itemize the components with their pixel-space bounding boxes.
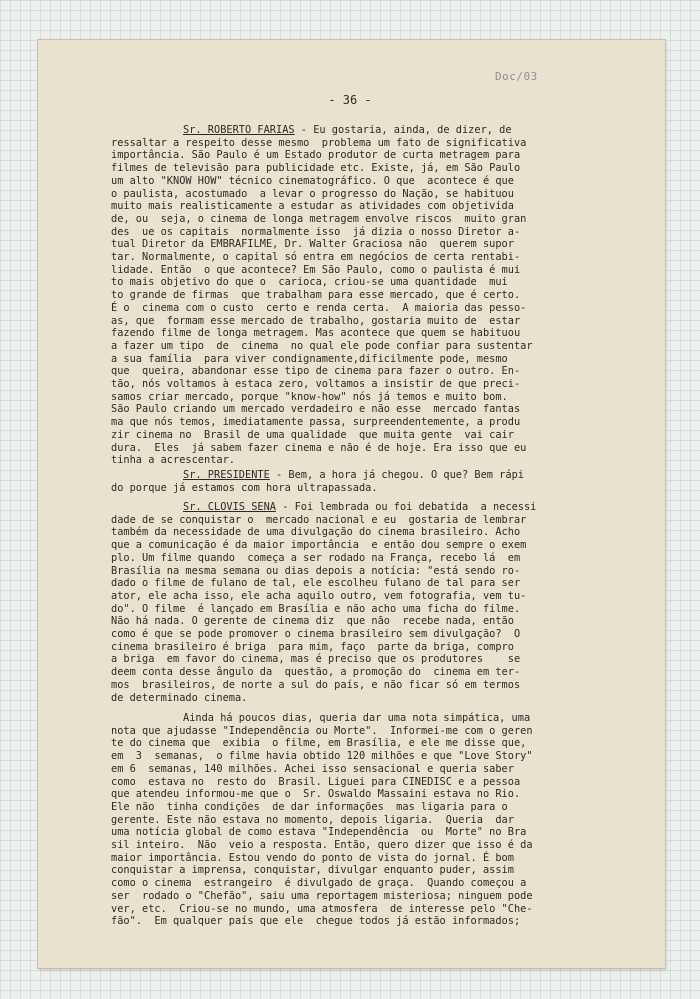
document-reference: Doc/03 [495, 70, 538, 83]
speaker-name: Sr. CLOVIS SENA [183, 501, 276, 513]
paragraph-body: ressaltar a respeito desse mesmo problema um fato de significativa importância. São Paulo é um Estado produtor de curta metragem para filmes de televisão para publicidade etc. Existe, já, em São Paulo um alto "KNOW HOW" técnico cinematográfico. O que acontece é que o paulista, acostumado a levar o progresso do Nação, se habituou muito mais realisticamente a estudar as atividades com objetivida de, ou seja, o cinema de longa metragem envolve riscos muito gran des ue os capitais normalmente isso já dizia o nosso Diretor a- tual Diretor da EMBRAFILME, Dr. Walter Graciosa não querem supor tar. Normalmente, o capital só entra em negócios de certa rentabi- lidade. Então o que acontece? Em São Paulo, como o paulista é mui to mais objetivo do que o carioca, criou-se uma quantidade mui to grande de firmas que trabalham para esse mercado, que é certo. É o cinema com o custo certo e renda certa. A maioria das pesso- as, que formam esse mercado de trabalho, gostaria muito de estar fazendo filme de longa metragem. Mas acontece que quem se habituou a fazer um tipo de cinema no qual ele pode confiar para sustentar a sua família para viver condignamente,dificilmente pode, mesmo que queira, abandonar esse tipo de cinema para fazer o outro. En- tão, nós voltamos à estaca zero, voltamos a insistir de que preci- samos criar mercado, porque "know-how" nós já temos e muito bom. São Paulo criando um mercado verdadeiro e não esse mercado fantas ma que nós temos, imediatamente passa, surpreendentemente, a produ zir cinema no Brasil de uma qualidade que muita gente vai cair dura. Eles já sabem fazer cinema e não é de hoje. Era isso que eu tinha a acrescentar. [111, 136, 533, 467]
paragraph-body: nota que ajudasse "Independência ou Morte". Informei-me com o geren te do cinema que exibia o filme, em Brasília, e ele me disse que, em 3 semanas, o filme havia obtido 120 milhões e que "Love Story" em 6 semanas, 140 milhões. Achei isso sensacional e queria saber como estava no resto do Brasil. Liguei para CINEDISC e a pessoa que atendeu informou-me que o Sr. Oswaldo Massaini estava no Rio. Ele não tinha condições de dar informações mas ligaria para o gerente. Este não estava no momento, depois ligaria. Queria dar uma notícia global de como estava "Independência ou Morte" no Bra sil inteiro. Não veio a resposta. Então, quero dizer que isso é da maior importância. Estou vendo do ponto de vista do jornal. É bom conquistar a imprensa, conquistar, divulgar enquanto puder, assim como o cinema estrangeiro é divulgado de graça. Quando começou a ser rodado o "Chefão", saiu uma reportagem misteriosa; ninguem pode ver, etc. Criou-se no mundo, uma atmosfera de interesse pelo "Che- fão". Em qualquer país que ele chegue todos já estão informados; [111, 724, 533, 928]
page-number: - 36 - [328, 93, 372, 107]
paragraph-roberto-farias [111, 124, 611, 467]
speaker-name: Sr. PRESIDENTE [183, 469, 270, 481]
paragraph-continuation [111, 712, 611, 928]
paragraph-first-line: Ainda há poucos dias, queria dar uma nota simpática, uma [183, 712, 531, 724]
speaker-name: Sr. ROBERTO FARIAS [183, 124, 295, 136]
paragraph-presidente [111, 469, 611, 494]
paragraph-first-line: - Eu gostaria, ainda, de dizer, de [294, 124, 512, 136]
paragraph-first-line: - Bem, a hora já chegou. O que? Bem rápi [269, 469, 524, 481]
paragraph-clovis-sena [111, 501, 611, 704]
paragraph-first-line: - Foi lembrada ou foi debatida a necessi [276, 501, 537, 513]
paragraph-body: do porque já estamos com hora ultrapassada. [111, 481, 378, 494]
paragraph-body: dade de se conquistar o mercado nacional e eu gostaria de lembrar também da necessidade de uma divulgação do cinema brasileiro. Acho que a comunicação é da maior importância e então dou sempre o exem plo. Um filme quando começa a ser rodado na França, recebo lá em Brasília na mesma semana ou dias depois a notícia: "está sendo ro- dado o filme de fulano de tal, ele escolheu fulano de tal para ser ator, ele acha isso, ele acha aquilo outro, vem fotografia, vem tu- do". O filme é lançado em Brasília e não acho uma ficha do filme. Não há nada. O gerente de cinema diz que não recebe nada, então como é que se pode promover o cinema brasileiro sem divulgação? O cinema brasileiro é briga para mim, faço parte da briga, compro a briga em favor do cinema, mas é preciso que os produtores se deem conta desse ângulo da questão, a promoção do cinema em ter- mos brasileiros, de norte a sul do país, e não ficar só em termos de determinado cinema. [111, 513, 527, 704]
